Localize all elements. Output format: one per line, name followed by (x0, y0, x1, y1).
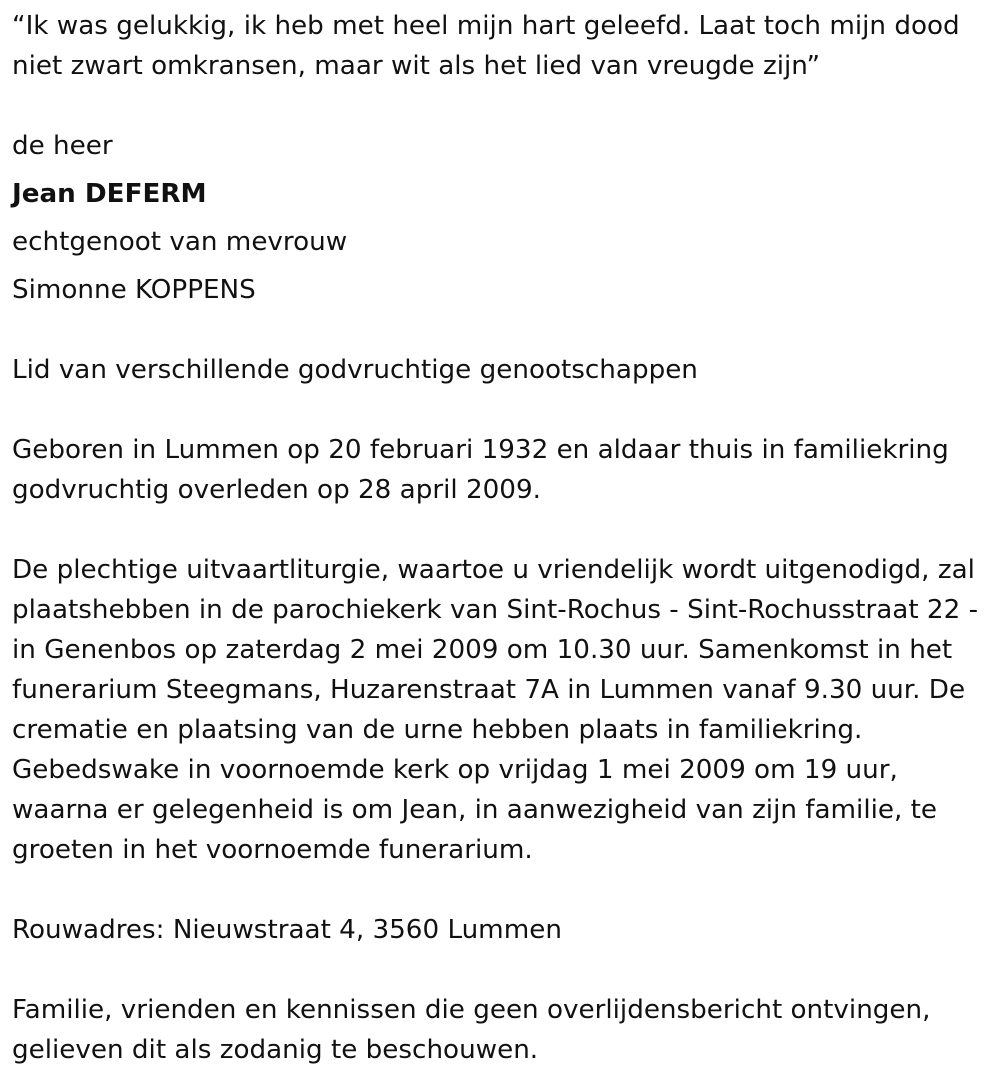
funeral-line: plaatshebben in de parochiekerk van Sint-Rochus - Sint-Rochusstraat 22 - (12, 595, 979, 625)
funeral-line: De plechtige uitvaartliturgie, waartoe u vriendelijk wordt uitgenodigd, zal (12, 555, 975, 585)
funeral-line: groeten in het voornoemde funerarium. (12, 835, 533, 865)
spouse-prefix: echtgenoot van mevrouw (12, 227, 348, 257)
spouse-name: Simonne KOPPENS (12, 275, 256, 305)
funeral-line: funerarium Steegmans, Huzarenstraat 7A in Lummen vanaf 9.30 uur. De (12, 675, 966, 705)
funeral-line: Gebedswake in voornoemde kerk op vrijdag 1 mei 2009 om 19 uur, (12, 755, 898, 785)
notice-line: gelieven dit als zodanig te beschouwen. (12, 1035, 539, 1065)
quote-line: niet zwart omkransen, maar wit als het lied van vreugde zijn” (12, 51, 821, 81)
funeral-line: crematie en plaatsing van de urne hebben plaats in familiekring. (12, 715, 863, 745)
membership-text: Lid van verschillende godvruchtige genootschappen (12, 355, 698, 385)
mourning-address: Rouwadres: Nieuwstraat 4, 3560 Lummen (12, 915, 562, 945)
honorific: de heer (12, 131, 113, 161)
birth-death-line: godvruchtig overleden op 28 april 2009. (12, 475, 541, 505)
quote-line: “Ik was gelukkig, ik heb met heel mijn hart geleefd. Laat toch mijn dood (12, 11, 960, 41)
birth-death-line: Geboren in Lummen op 20 februari 1932 en aldaar thuis in familiekring (12, 435, 949, 465)
funeral-line: in Genenbos op zaterdag 2 mei 2009 om 10.30 uur. Samenkomst in het (12, 635, 953, 665)
notice-line: Familie, vrienden en kennissen die geen overlijdensbericht ontvingen, (12, 995, 931, 1025)
deceased-name: Jean DEFERM (12, 179, 207, 209)
funeral-line: waarna er gelegenheid is om Jean, in aanwezigheid van zijn familie, te (12, 795, 938, 825)
